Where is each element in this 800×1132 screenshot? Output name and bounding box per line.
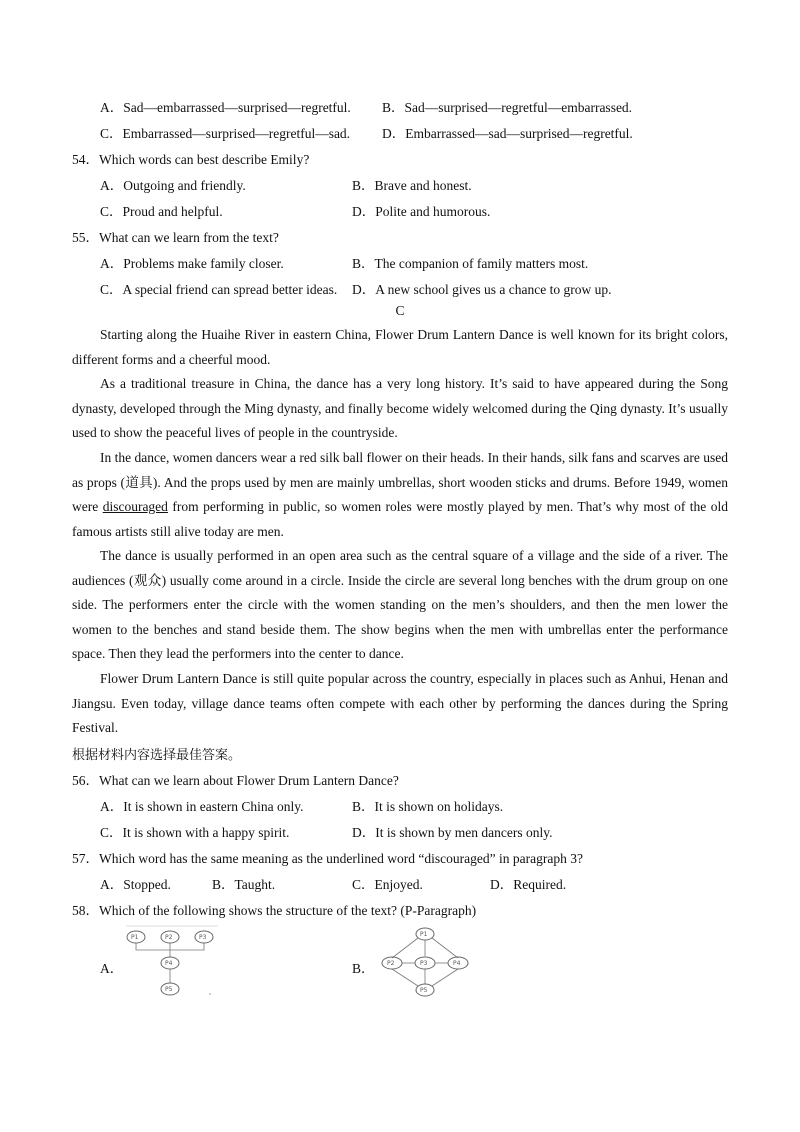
q58-option-a: A．: [100, 961, 124, 976]
q56-stem: 56．What can we learn about Flower Drum Lantern Dance?: [72, 773, 399, 788]
section-letter: C: [395, 303, 405, 318]
q57-option-d: D．Required.: [490, 877, 567, 892]
structure-diagram-b: [370, 922, 475, 1002]
diagram-a-label-bottom: P5: [165, 986, 173, 993]
q55-stem: 55．What can we learn from the text?: [72, 230, 279, 245]
q55-option-a: A．Problems make family closer.: [100, 256, 284, 271]
q56-option-d: D．It is shown by men dancers only.: [352, 825, 553, 840]
diagram-b-label-middle-3: P4: [453, 960, 461, 967]
structure-diagram-a: [118, 922, 223, 1000]
q54-option-c: C．Proud and helpful.: [100, 204, 223, 219]
passage-paragraph-2: As a traditional treasure in China, the dance has a very long history. It’s said to have appeared during the Song dynasty, developed through the Ming dynasty, and finally become widely welcomed during the Qing dynasty. It’s usually used to show the peaceful lives of people in the countryside.: [72, 376, 728, 441]
diagram-b-label-top: P1: [420, 931, 428, 938]
q55-option-c: C．A special friend can spread better ideas.: [100, 282, 338, 297]
diagram-b-label-bottom: P5: [420, 987, 428, 994]
q58-option-b: B．: [352, 961, 375, 976]
q55-option-b: B．The companion of family matters most.: [352, 256, 589, 271]
diagram-b-label-middle-1: P2: [387, 960, 395, 967]
q58-stem: 58．Which of the following shows the structure of the text? (P-Paragraph): [72, 903, 477, 918]
q56-option-c: C．It is shown with a happy spirit.: [100, 825, 290, 840]
diagram-a-label-top-3: P3: [199, 934, 207, 941]
q53-option-b: B．Sad—surprised—regretful—embarrassed.: [382, 100, 633, 115]
q53-option-a: A．Sad—embarrassed—surprised—regretful.: [100, 100, 351, 115]
q57-option-c: C．Enjoyed.: [352, 877, 423, 892]
underlined-word: discouraged: [102, 499, 168, 515]
q55-option-d: D．A new school gives us a chance to grow up.: [352, 282, 612, 297]
diagram-b-label-middle-2: P3: [420, 960, 428, 967]
q53-option-c: C．Embarrassed—surprised—regretful—sad.: [100, 126, 351, 141]
diagram-a-label-middle: P4: [165, 960, 173, 967]
q54-option-b: B．Brave and honest.: [352, 178, 472, 193]
diagram-a-label-top-1: P1: [131, 934, 139, 941]
q57-stem: 57．Which word has the same meaning as the underlined word “discouraged” in paragraph 3?: [72, 851, 583, 866]
q56-option-b: B．It is shown on holidays.: [352, 799, 504, 814]
q54-option-a: A．Outgoing and friendly.: [100, 178, 246, 193]
passage-paragraph-1: Starting along the Huaihe River in eastern China, Flower Drum Lantern Dance is well known for its bright colors, different forms and a cheerful mood.: [72, 327, 728, 367]
q57-option-a: A．Stopped.: [100, 877, 171, 892]
q53-option-d: D．Embarrassed—sad—surprised—regretful.: [382, 126, 633, 141]
passage-paragraph-5: Flower Drum Lantern Dance is still quite popular across the country, especially in places such as Anhui, Henan and Jiangsu. Even today, village dance teams often compete with each other by performing the dances during the Spring Festival.: [72, 671, 728, 736]
diagram-a-label-top-2: P2: [165, 934, 173, 941]
instruction: 根据材料内容选择最佳答案。: [72, 748, 242, 763]
q54-stem: 54．Which words can best describe Emily?: [72, 152, 310, 167]
passage-paragraph-3: In the dance, women dancers wear a red silk ball flower on their heads. In their hands, silk fans and scarves are used as props (道具). And the props used by men are mainly umbrellas, short wooden sticks and drums. Before 1949, women were discouraged from performing in public, so women roles were mostly played by men. That’s why most of the old famous artists still alive today are men.: [72, 450, 728, 539]
q56-option-a: A．It is shown in eastern China only.: [100, 799, 304, 814]
q54-option-d: D．Polite and humorous.: [352, 204, 491, 219]
q57-option-b: B．Taught.: [212, 877, 276, 892]
passage-paragraph-4: The dance is usually performed in an open area such as the central square of a village and the side of a river. The audiences (观众) usually come around in a circle. Inside the circle are several long benches with the drum group on one side. The performers enter the circle with the women standing on the men’s shoulders, and then the men lower the women to the benches and stand beside them. The show begins when the men with umbrellas enter the performance space. Then they lead the performers into the center to dance.: [72, 548, 728, 662]
